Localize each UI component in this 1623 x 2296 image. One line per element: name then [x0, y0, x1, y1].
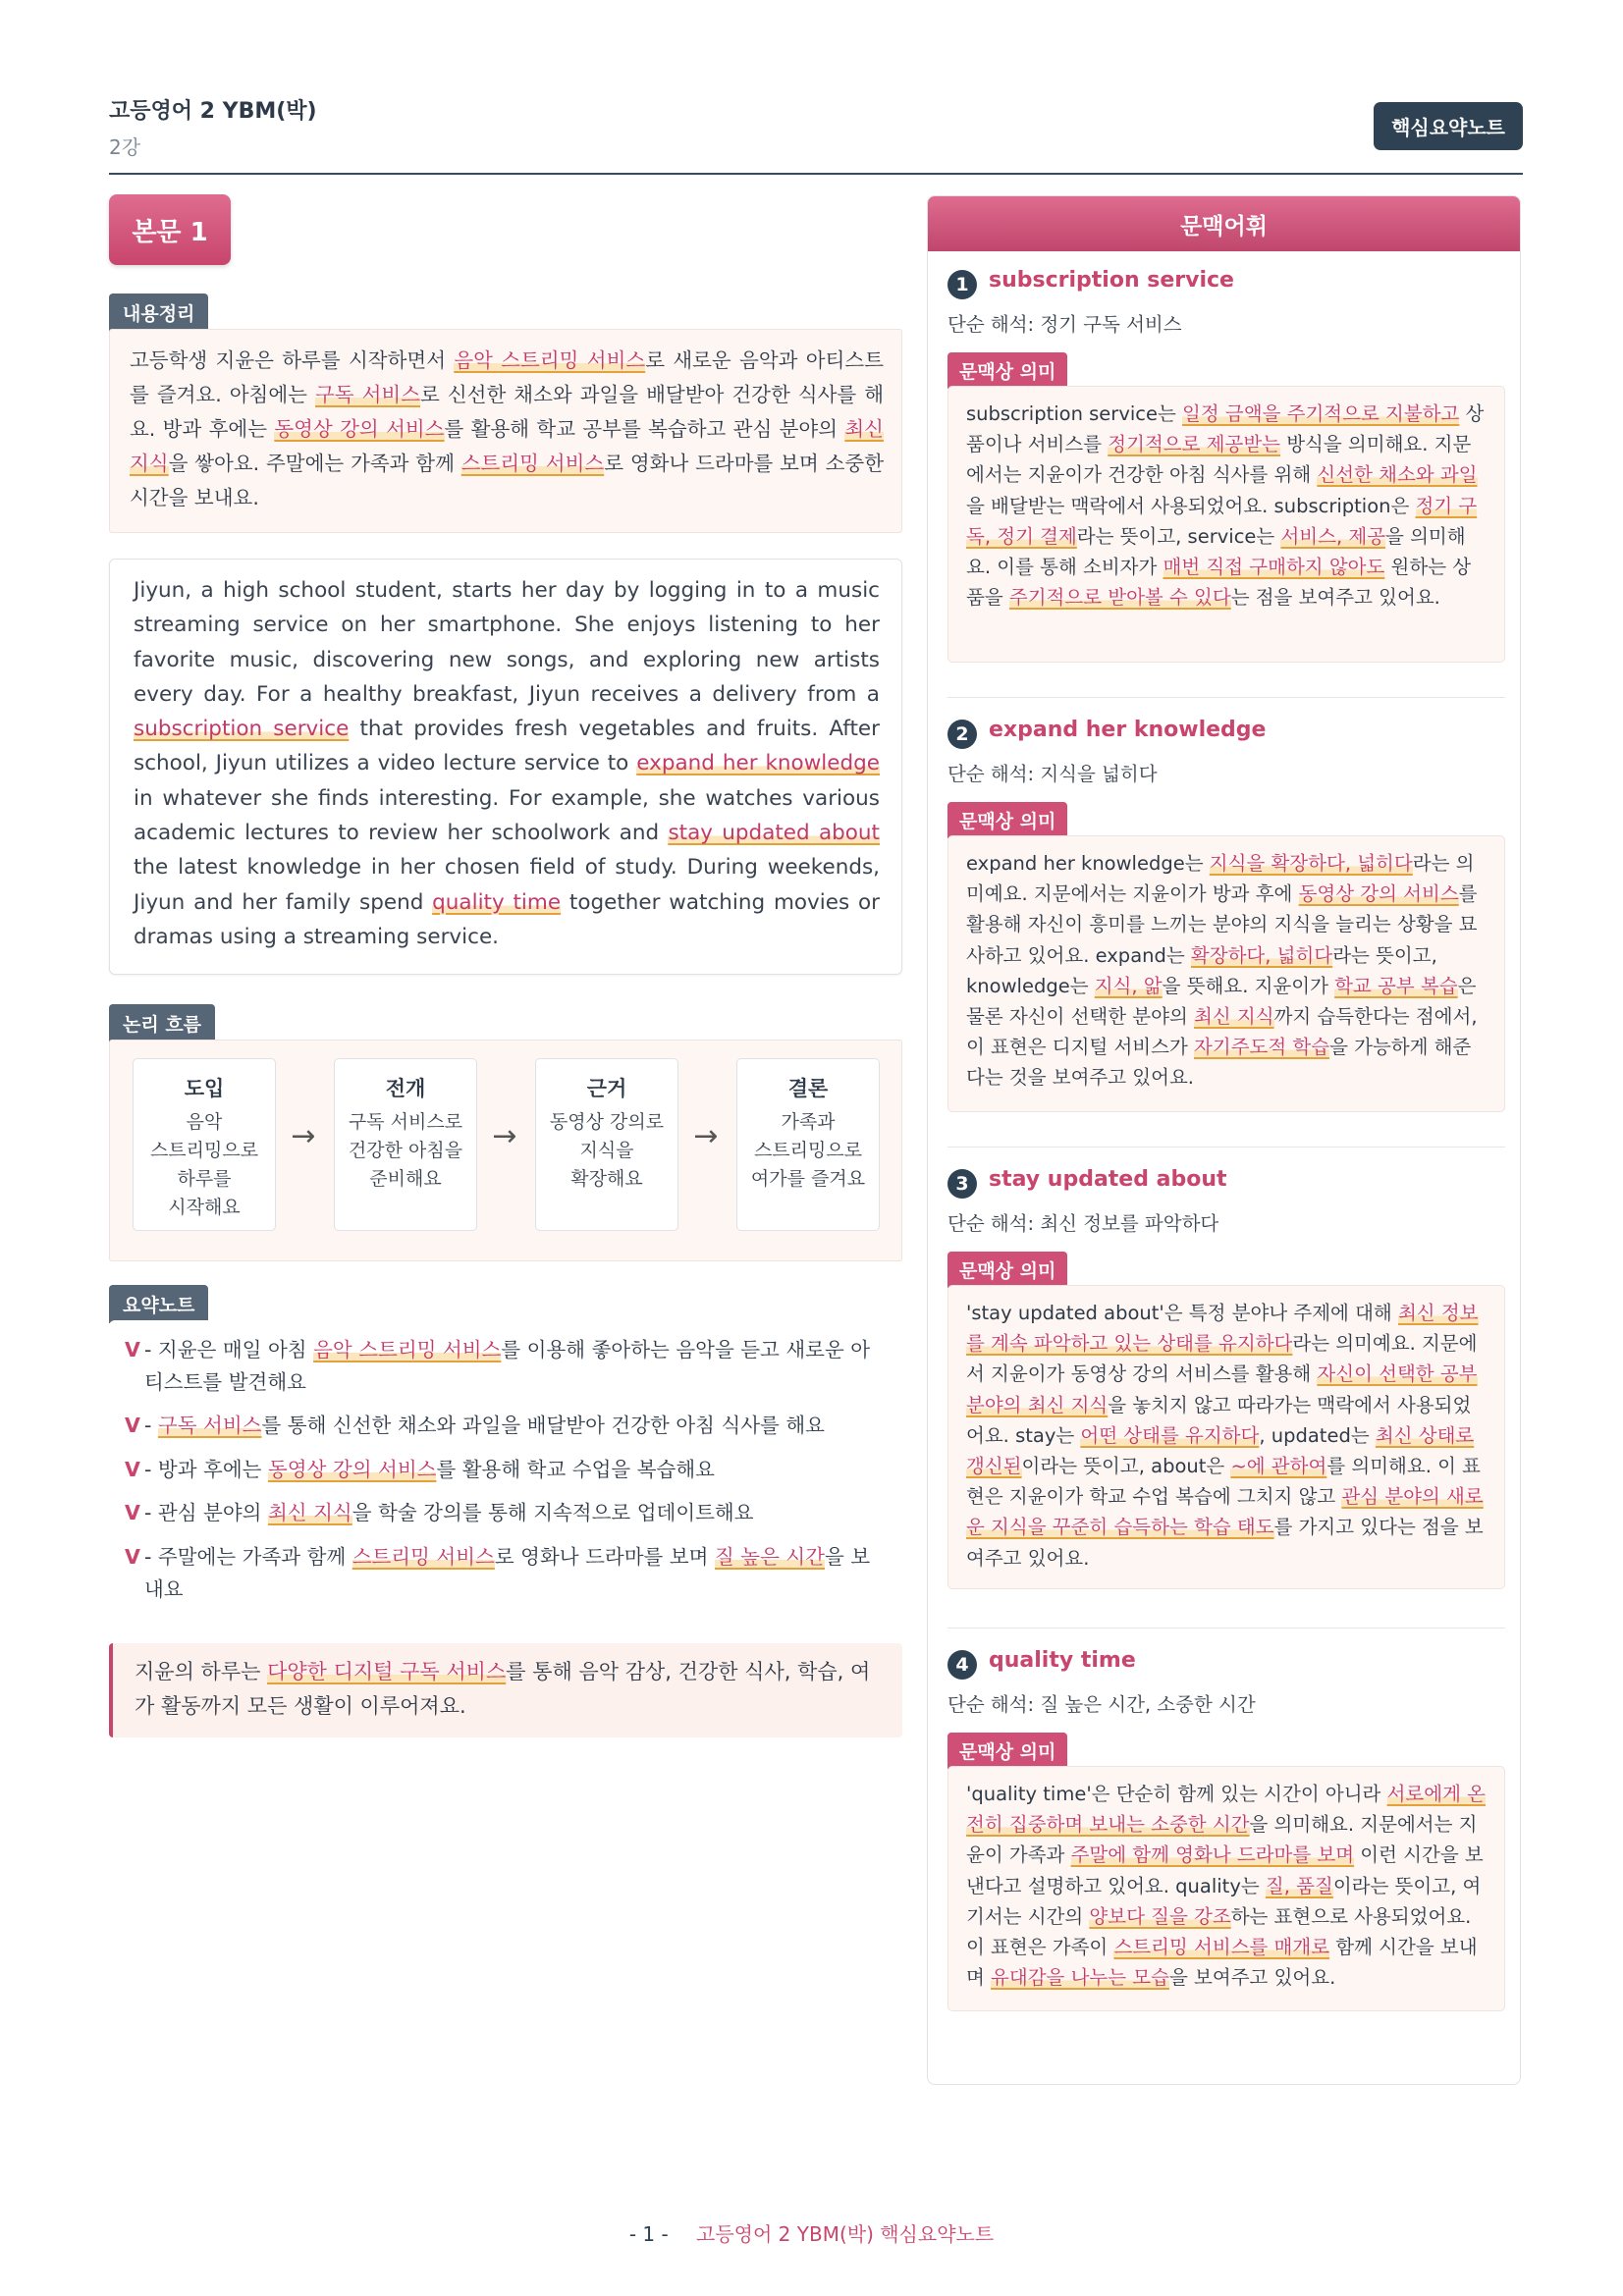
flow-line: 음악: [186, 1111, 223, 1133]
context-meaning-text: expand her knowledge는 지식을 확장하다, 넓히다라는 의미예요. 지문에서는 지윤이가 방과 후에 동영상 강의 서비스를 활용해 자신이 흥미를 느끼는 분야의 지식을 늘리는 상황을 묘사하고 있어요. expand는 확장하다, 넓히다라는 뜻이고, knowledge는 지식, 앎을 뜻해요. 지윤이가 학교 공부 복습은 물론 자신이 선택한 분야의 최신 지식까지 습득한다는 점에서, 이 표현은 디지털 서비스가 자기주도적 학습을 가능하게 해준다는 것을 보여주고 있어요.: [966, 852, 1478, 1090]
highlighted-phrase: 자기주도적 학습: [1194, 1036, 1330, 1059]
flow-step-head: 근거: [586, 1077, 627, 1100]
flow-line: 구독 서비스로: [348, 1111, 463, 1133]
vocab-number: 2: [947, 720, 977, 749]
page-number: - 1 -: [628, 2222, 669, 2246]
check-v-icon: V: [125, 1458, 140, 1481]
flow-line: 건강한 아침을: [348, 1140, 463, 1161]
summary-tag: 내용정리: [109, 294, 208, 332]
flow-line: 하루를: [177, 1168, 232, 1190]
highlighted-phrase: 질, 품질: [1265, 1874, 1333, 1897]
context-meaning-tag: 문맥상 의미: [947, 352, 1067, 389]
highlighted-phrase: 최신 지식: [1194, 1005, 1274, 1029]
arrow-right-icon: →: [492, 1119, 517, 1153]
highlighted-phrase: 지식, 앎: [1094, 974, 1163, 997]
highlighted-phrase: 스트리밍 서비스: [460, 452, 605, 475]
highlighted-phrase: 동영상 강의 서비스: [274, 417, 445, 441]
context-meaning-tag: 문맥상 의미: [947, 1252, 1067, 1288]
vocab-term: stay updated about: [989, 1167, 1227, 1192]
flow-line: 확장해요: [570, 1168, 643, 1190]
simple-value: 질 높은 시간, 소중한 시간: [1040, 1693, 1256, 1716]
flow-line: 스트리밍으로: [149, 1140, 259, 1161]
note-item: [125, 1497, 885, 1529]
highlighted-phrase: 음악 스트리밍 서비스: [454, 348, 646, 372]
context-meaning-text: 'quality time'은 단순히 함께 있는 시간이 아니라 서로에게 온전히 집중하며 보내는 소중한 시간을 의미해요. 지문에서는 지윤이 가족과 주말에 함께 영화나 드라마를 보며 이런 시간을 보낸다고 설명하고 있어요. quality는 질, 품질이라는 뜻이고, 여기서는 시간의 양보다 질을 강조하는 표현으로 사용되었어요. 이 표현은 가족이 스트리밍 서비스를 매개로 함께 시간을 보내며 유대감을 나누는 모습을 보여주고 있어요.: [966, 1783, 1486, 1990]
highlighted-phrase: 최신 지식: [267, 1501, 352, 1524]
highlighted-phrase: 최신 상태로 갱신된: [966, 1423, 1475, 1478]
page-footer: [0, 2218, 1623, 2247]
highlighted-phrase: 신선한 채소와 과일: [1317, 463, 1478, 487]
check-v-icon: V: [125, 1501, 140, 1524]
divider: [947, 1147, 1505, 1148]
flow-step-conclusion: [736, 1058, 880, 1231]
highlighted-phrase: 음악 스트리밍 서비스: [313, 1338, 502, 1362]
vocab-term: expand her knowledge: [989, 718, 1267, 742]
highlighted-phrase: 스트리밍 서비스를 매개로: [1113, 1936, 1330, 1959]
flow-step-development: [334, 1058, 477, 1231]
highlighted-phrase: 확장하다, 넓히다: [1190, 943, 1333, 967]
page-header: [109, 94, 1523, 175]
highlighted-phrase: 지식을 확장하다, 넓히다: [1209, 852, 1413, 875]
flow-line: 가족과: [781, 1111, 836, 1133]
simple-value: 최신 정보를 파악하다: [1040, 1212, 1219, 1235]
flow-line: 시작해요: [168, 1197, 241, 1218]
note-text: - 주말에는 가족과 함께 스트리밍 서비스로 영화나 드라마를 보며 질 높은 시간을 보내요: [144, 1545, 871, 1601]
flow-step-head: 도입: [184, 1077, 225, 1100]
simple-value: 정기 구독 서비스: [1040, 313, 1182, 336]
highlighted-phrase: 주기적으로 받아볼 수 있다: [1008, 586, 1231, 610]
highlighted-phrase: 주말에 함께 영화나 드라마를 보며: [1070, 1843, 1355, 1867]
flow-step-body: [335, 1108, 476, 1194]
english-passage-box: [109, 559, 902, 975]
highlighted-phrase: 다양한 디지털 구독 서비스: [267, 1660, 507, 1683]
vocab-panel-title: 문맥어휘: [928, 196, 1520, 251]
section-title: 본문 1: [109, 194, 231, 265]
highlighted-phrase: 최신 지식: [130, 417, 884, 475]
flow-step-body: [737, 1108, 879, 1194]
vocab-number: 1: [947, 270, 977, 299]
context-meaning-text: 'stay updated about'은 특정 분야나 주제에 대해 최신 정보를 계속 파악하고 있는 상태를 유지하다라는 의미예요. 지문에서 지윤이가 동영상 강의 서비스를 활용해 자신이 선택한 공부 분야의 최신 지식을 놓치지 않고 따라가는 맥락에서 사용되었어요. stay는 어떤 상태를 유지하다, updated는 최신 상태로 갱신된이라는 뜻이고, about은 ~에 관하여를 의미해요. 이 표현은 지윤이가 학교 수업 복습에 그치지 않고 관심 분야의 새로운 지식을 꾸준히 습득하는 학습 태도를 가지고 있다는 점을 보여주고 있어요.: [966, 1302, 1484, 1570]
context-meaning-box: [947, 1766, 1505, 2011]
highlighted-phrase: 양보다 질을 강조: [1089, 1904, 1231, 1928]
arrow-right-icon: →: [693, 1119, 719, 1153]
highlighted-phrase: expand her knowledge: [636, 751, 881, 776]
note-text: - 방과 후에는 동영상 강의 서비스를 활용해 학교 수업을 복습해요: [144, 1458, 715, 1481]
highlighted-phrase: 정기 구독, 정기 결제: [966, 494, 1478, 548]
check-v-icon: V: [125, 1338, 140, 1362]
highlighted-phrase: 스트리밍 서비스: [352, 1545, 495, 1569]
context-meaning-tag: 문맥상 의미: [947, 1733, 1067, 1769]
summary-notes-box: [109, 1320, 902, 1620]
flow-step-intro: [133, 1058, 276, 1231]
simple-label: 단순 해석:: [947, 763, 1035, 785]
context-meaning-box: [947, 1285, 1505, 1589]
highlighted-phrase: quality time: [432, 889, 562, 915]
highlighted-phrase: 어떤 상태를 유지하다: [1080, 1423, 1260, 1447]
flow-line: 지식을: [579, 1140, 634, 1161]
flow-line: 동영상 강의로: [549, 1111, 665, 1133]
highlighted-phrase: 서비스, 제공: [1280, 524, 1386, 548]
context-meaning-tag: 문맥상 의미: [947, 802, 1067, 838]
divider: [947, 697, 1505, 698]
vocab-number: 3: [947, 1169, 977, 1199]
highlighted-phrase: 구독 서비스: [157, 1414, 262, 1437]
highlighted-phrase: ~에 관하여: [1230, 1455, 1327, 1478]
divider: [947, 1628, 1505, 1629]
flow-line: 준비해요: [369, 1168, 442, 1190]
conclusion-box: [109, 1643, 902, 1737]
vocab-term: subscription service: [989, 268, 1234, 293]
highlighted-phrase: 관심 분야의 새로운 지식을 꾸준히 습득하는 학습 태도: [966, 1485, 1484, 1539]
highlighted-phrase: 서로에게 온전히 집중하며 보내는 소중한 시간: [966, 1783, 1486, 1837]
vocab-panel: [927, 195, 1521, 2085]
highlighted-phrase: 유대감을 나누는 모습: [991, 1966, 1169, 1990]
document-title: 고등영어 2 YBM(박): [109, 99, 317, 124]
logic-flow-box: [109, 1040, 902, 1261]
flow-step-body: [134, 1108, 275, 1222]
note-item: [125, 1410, 885, 1442]
conclusion-text: 지윤의 하루는 다양한 디지털 구독 서비스를 통해 음악 감상, 건강한 식사, 학습, 여가 활동까지 모든 생활이 이루어져요.: [135, 1660, 871, 1718]
highlighted-phrase: 매번 직접 구매하지 않아도: [1163, 556, 1385, 579]
flow-step-body: [536, 1108, 677, 1194]
note-item: [125, 1454, 885, 1486]
flow-step-head: 결론: [787, 1077, 829, 1100]
flow-step-evidence: [535, 1058, 678, 1231]
simple-value: 지식을 넓히다: [1040, 763, 1158, 785]
flow-line: 스트리밍으로: [753, 1140, 863, 1161]
note-text: - 관심 분야의 최신 지식을 학술 강의를 통해 지속적으로 업데이트해요: [144, 1501, 754, 1524]
check-v-icon: V: [125, 1414, 140, 1437]
vocab-simple-meaning: [947, 1689, 1256, 1717]
note-text: - 구독 서비스를 통해 신선한 채소와 과일을 배달받아 건강한 아침 식사를 해요: [144, 1414, 825, 1437]
simple-label: 단순 해석:: [947, 1693, 1035, 1716]
vocab-number: 4: [947, 1650, 977, 1680]
context-meaning-text: subscription service는 일정 금액을 주기적으로 지불하고 상품이나 서비스를 정기적으로 제공받는 방식을 의미해요. 지문에서는 지윤이가 건강한 아침 식사를 위해 신선한 채소와 과일을 배달받는 맥락에서 사용되었어요. subscription은 정기 구독, 정기 결제라는 뜻이고, service는 서비스, 제공을 의미해요. 이를 통해 소비자가 매번 직접 구매하지 않아도 원하는 상품을 주기적으로 받아볼 수 있다는 점을 보여주고 있어요.: [966, 402, 1485, 610]
arrow-right-icon: →: [291, 1119, 316, 1153]
highlighted-phrase: stay updated about: [668, 821, 880, 846]
note-type-badge: 핵심요약노트: [1374, 102, 1523, 150]
vocab-term: quality time: [989, 1648, 1136, 1673]
simple-label: 단순 해석:: [947, 1212, 1035, 1235]
note-item: [125, 1334, 885, 1399]
context-meaning-box: [947, 386, 1505, 663]
highlighted-phrase: 자신이 선택한 공부 분야의 최신 지식: [966, 1362, 1478, 1416]
summary-text: 고등학생 지윤은 하루를 시작하면서 음악 스트리밍 서비스로 새로운 음악과 아티스트를 즐겨요. 아침에는 구독 서비스로 신선한 채소와 과일을 배달받아 건강한 식사를 해요. 방과 후에는 동영상 강의 서비스를 활용해 학교 공부를 복습하고 관심 분야의 최신 지식을 쌓아요. 주말에는 가족과 함께 스트리밍 서비스로 영화나 드라마를 보며 소중한 시간을 보내요.: [130, 348, 884, 509]
notes-tag: 요약노트: [109, 1285, 208, 1323]
highlighted-phrase: 질 높은 시간: [714, 1545, 826, 1569]
note-item: [125, 1541, 885, 1606]
vocab-simple-meaning: [947, 309, 1182, 337]
vocab-simple-meaning: [947, 759, 1158, 786]
highlighted-phrase: 학교 공부 복습: [1334, 974, 1458, 997]
check-v-icon: V: [125, 1545, 140, 1569]
vocab-simple-meaning: [947, 1208, 1218, 1236]
summary-box: [109, 329, 902, 533]
simple-label: 단순 해석:: [947, 313, 1035, 336]
flow-line: 여가를 즐겨요: [750, 1168, 866, 1190]
footer-title: 고등영어 2 YBM(박) 핵심요약노트: [696, 2222, 995, 2246]
context-meaning-box: [947, 835, 1505, 1112]
lesson-number: 2강: [109, 135, 141, 159]
flow-tag: 논리 흐름: [109, 1004, 215, 1042]
note-text: - 지윤은 매일 아침 음악 스트리밍 서비스를 이용해 좋아하는 음악을 듣고 새로운 아티스트를 발견해요: [144, 1338, 871, 1394]
english-passage: Jiyun, a high school student, starts her day by logging in to a music streaming service on her smartphone. She enjoys listening to her favorite music, discovering new songs, and exploring new artists every day. For a healthy breakfast, Jiyun receives a delivery from a subscription service that provides fresh vegetables and fruits. After school, Jiyun utilizes a video lecture service to expand her knowledge in whatever she finds interesting. For example, she watches various academic lectures to review her schoolwork and stay updated about the latest knowledge in her chosen field of study. During weekends, Jiyun and her family spend quality time together watching movies or dramas using a streaming service.: [134, 578, 881, 949]
highlighted-phrase: 정기적으로 제공받는: [1108, 433, 1280, 456]
highlighted-phrase: 일정 금액을 주기적으로 지불하고: [1182, 402, 1460, 425]
highlighted-phrase: subscription service: [134, 717, 350, 742]
highlighted-phrase: 최신 정보를 계속 파악하고 있는 상태를 유지하다: [966, 1302, 1479, 1356]
highlighted-phrase: 동영상 강의 서비스: [267, 1458, 437, 1481]
flow-step-head: 전개: [385, 1077, 426, 1100]
highlighted-phrase: 구독 서비스: [315, 383, 421, 406]
highlighted-phrase: 동영상 강의 서비스: [1298, 882, 1459, 906]
